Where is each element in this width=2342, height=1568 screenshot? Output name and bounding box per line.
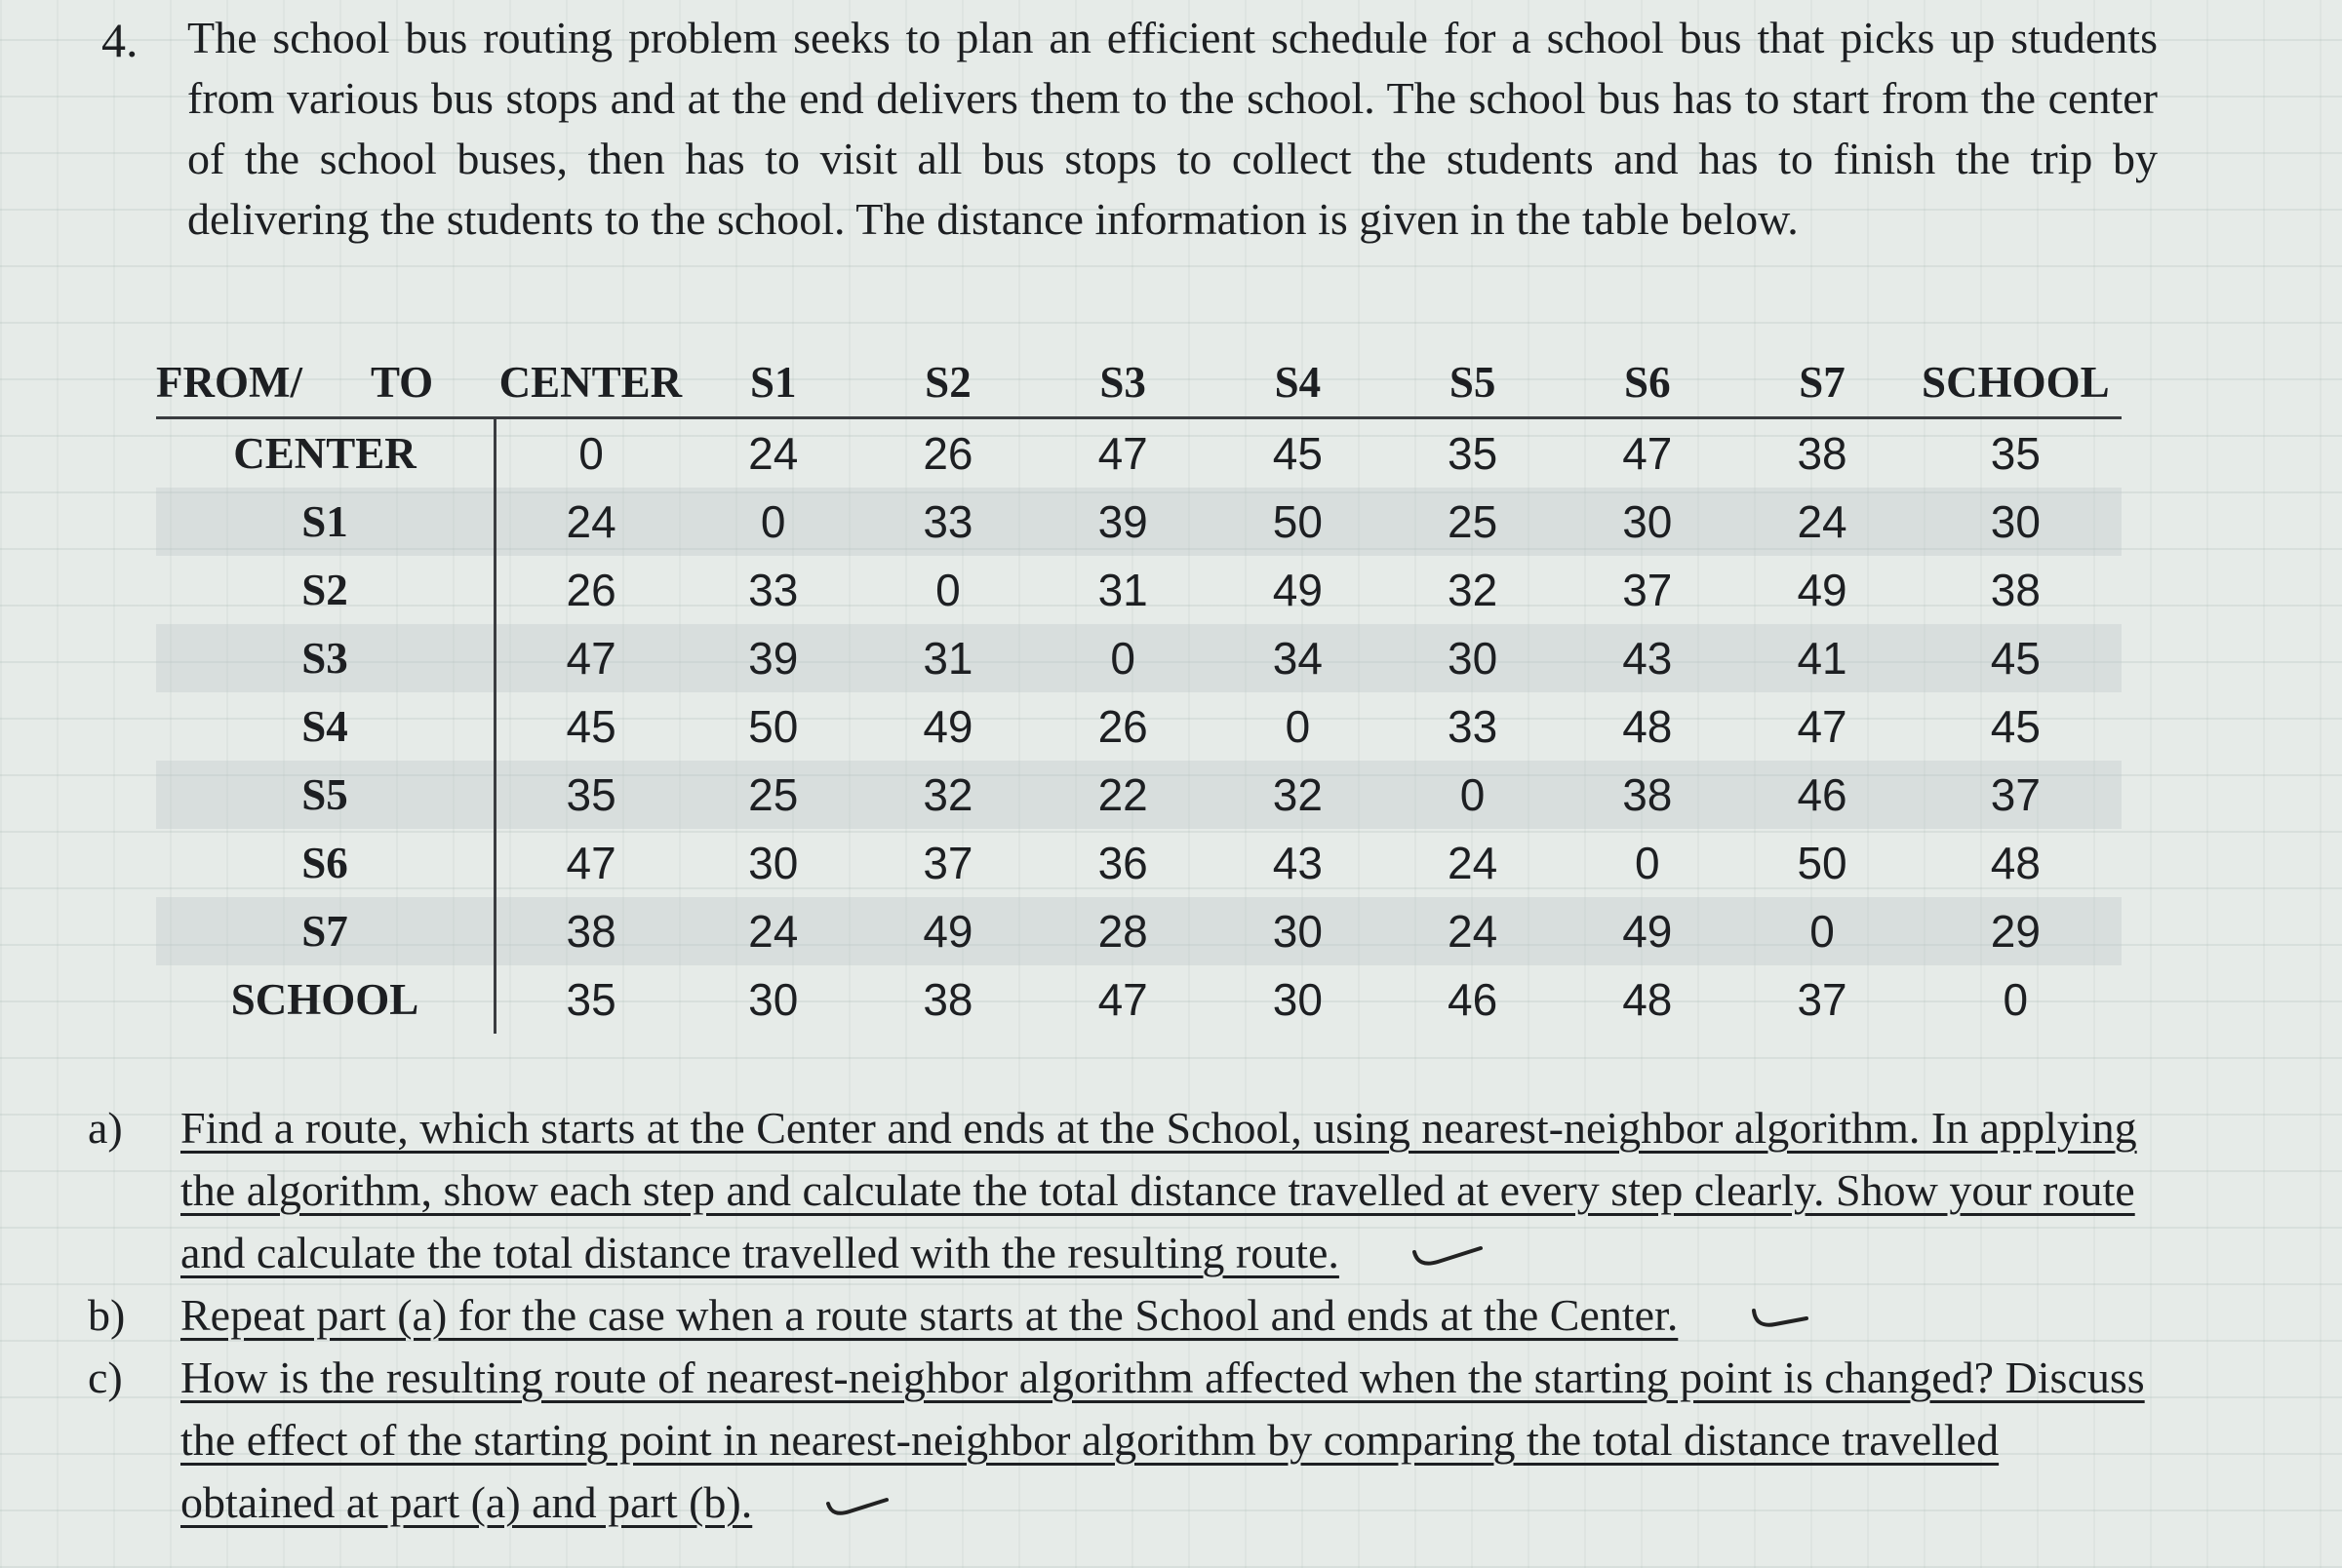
distance-cell: 39	[686, 624, 860, 692]
distance-cell: 39	[1036, 488, 1211, 556]
distance-cell: 22	[1036, 761, 1211, 829]
distance-cell: 35	[566, 974, 616, 1025]
column-header: CENTER	[496, 348, 687, 418]
distance-cell: 0	[686, 488, 860, 556]
column-header: SCHOOL	[1910, 348, 2122, 418]
distance-cell: 47	[566, 838, 616, 888]
corner-to-label: TO	[370, 358, 434, 407]
part-text: Repeat part (a) for the case when a route starts at the School and ends at the Center.	[180, 1290, 1679, 1340]
distance-cell: 33	[748, 565, 799, 615]
distance-cell: 30	[1385, 624, 1560, 692]
distance-cell: 45	[1990, 701, 2041, 752]
distance-cell: 38	[1797, 428, 1847, 479]
distance-cell: 50	[748, 701, 799, 752]
distance-cell: 37	[1622, 565, 1673, 615]
distance-cell: 45	[566, 701, 616, 752]
distance-cell: 33	[1448, 701, 1498, 752]
part-letter: b)	[88, 1290, 126, 1340]
part-text: Find a route, which starts at the Center and ends at the School, using nearest-neighbor algorithm. In applying the algorithm, show each step and calculate the total distance travelled at every step clearly. Show your route and calculate the total distance travelled with the resulting route.	[180, 1103, 2137, 1277]
distance-cell: 0	[2003, 974, 2029, 1025]
distance-cell: 35	[1448, 428, 1498, 479]
distance-cell: 38	[1560, 761, 1734, 829]
distance-cell: 30	[1910, 488, 2122, 556]
distance-cell: 30	[748, 974, 799, 1025]
handwritten-check-icon	[1409, 1242, 1487, 1272]
distance-cell: 24	[1734, 488, 1909, 556]
distance-cell: 36	[1097, 838, 1148, 888]
question-number: 4.	[101, 13, 139, 67]
distance-cell: 38	[496, 897, 687, 965]
table-row	[156, 829, 2122, 897]
distance-cell: 24	[686, 897, 860, 965]
distance-cell: 38	[1990, 565, 2041, 615]
table-row	[156, 624, 2122, 692]
column-header: S3	[1036, 348, 1211, 418]
distance-cell: 50	[1211, 488, 1385, 556]
distance-cell: 34	[1211, 624, 1385, 692]
distance-table	[156, 348, 2122, 1034]
distance-cell: 47	[1097, 974, 1148, 1025]
distance-cell: 30	[1560, 488, 1734, 556]
row-header: S6	[156, 829, 496, 897]
part-letter: c)	[88, 1352, 123, 1402]
distance-cell: 45	[1910, 624, 2122, 692]
distance-cell: 30	[1211, 897, 1385, 965]
table-row	[156, 897, 2122, 965]
distance-cell: 48	[1622, 974, 1673, 1025]
distance-cell: 47	[1097, 428, 1148, 479]
distance-cell: 47	[1622, 428, 1673, 479]
distance-cell: 26	[566, 565, 616, 615]
corner-from-label: FROM/	[156, 358, 302, 407]
distance-cell: 24	[748, 428, 799, 479]
part-letter: a)	[88, 1103, 123, 1153]
distance-cell: 45	[1272, 428, 1323, 479]
distance-cell: 31	[1097, 565, 1148, 615]
distance-cell: 0	[578, 428, 604, 479]
distance-cell: 24	[1385, 897, 1560, 965]
distance-cell: 32	[860, 761, 1035, 829]
column-header: S6	[1560, 348, 1734, 418]
distance-cell: 48	[1990, 838, 2041, 888]
distance-cell: 24	[496, 488, 687, 556]
handwritten-check-icon	[1748, 1305, 1826, 1334]
distance-cell: 37	[923, 838, 973, 888]
distance-cell: 49	[1272, 565, 1323, 615]
distance-cell: 43	[1272, 838, 1323, 888]
distance-cell: 38	[923, 974, 973, 1025]
distance-cell: 50	[1797, 838, 1847, 888]
distance-cell: 37	[1797, 974, 1847, 1025]
distance-cell: 35	[496, 761, 687, 829]
distance-cell: 32	[1211, 761, 1385, 829]
distance-cell: 24	[1448, 838, 1498, 888]
column-header: S5	[1385, 348, 1560, 418]
row-header: CENTER	[156, 418, 496, 489]
distance-cell: 0	[1036, 624, 1211, 692]
distance-cell: 43	[1560, 624, 1734, 692]
distance-cell: 26	[1097, 701, 1148, 752]
column-header: S2	[860, 348, 1035, 418]
row-header: SCHOOL	[156, 965, 496, 1034]
distance-cell: 25	[686, 761, 860, 829]
distance-cell: 49	[1797, 565, 1847, 615]
handwritten-check-icon	[822, 1492, 900, 1521]
distance-cell: 49	[923, 701, 973, 752]
distance-cell: 0	[935, 565, 961, 615]
row-header: S1	[156, 488, 496, 556]
column-header: S1	[686, 348, 860, 418]
distance-cell: 49	[860, 897, 1035, 965]
table-row	[156, 761, 2122, 829]
question-text: The school bus routing problem seeks to plan an efficient schedule for a school bus that picks up students from various bus stops and at the end delivers them to the school. The school bus has to start from the center of the school buses, then has to visit all bus stops to collect the students and has to finish the trip by delivering the students to the school. The distance information is given in the table below.	[187, 13, 2158, 244]
distance-cell: 30	[748, 838, 799, 888]
distance-cell: 47	[1797, 701, 1847, 752]
distance-cell: 46	[1448, 974, 1498, 1025]
table-row	[156, 692, 2122, 761]
row-header: S3	[156, 624, 496, 692]
distance-cell: 33	[860, 488, 1035, 556]
part-b	[78, 1284, 2146, 1347]
distance-cell: 47	[496, 624, 687, 692]
table-row	[156, 965, 2122, 1034]
distance-cell: 29	[1910, 897, 2122, 965]
column-header: S7	[1734, 348, 1909, 418]
distance-cell: 46	[1734, 761, 1909, 829]
distance-cell: 0	[1635, 838, 1660, 888]
distance-cell: 26	[923, 428, 973, 479]
distance-cell: 37	[1910, 761, 2122, 829]
distance-cell: 35	[1990, 428, 2041, 479]
distance-cell: 41	[1734, 624, 1909, 692]
row-header: S5	[156, 761, 496, 829]
row-header: S2	[156, 556, 496, 624]
part-a	[78, 1097, 2146, 1284]
table-header-row	[156, 348, 2122, 418]
distance-cell: 48	[1622, 701, 1673, 752]
row-header: S4	[156, 692, 496, 761]
column-header: S4	[1211, 348, 1385, 418]
distance-cell: 30	[1272, 974, 1323, 1025]
distance-cell: 32	[1448, 565, 1498, 615]
distance-cell: 25	[1385, 488, 1560, 556]
corner-header	[156, 348, 496, 418]
row-header: S7	[156, 897, 496, 965]
distance-cell: 31	[860, 624, 1035, 692]
distance-cell: 0	[1385, 761, 1560, 829]
table-row	[156, 556, 2122, 624]
question-parts	[78, 1097, 2146, 1534]
table-row	[156, 488, 2122, 556]
distance-cell: 49	[1560, 897, 1734, 965]
distance-cell: 28	[1036, 897, 1211, 965]
table-row	[156, 418, 2122, 489]
part-c	[78, 1347, 2146, 1534]
distance-cell: 0	[1285, 701, 1311, 752]
part-text: How is the resulting route of nearest-neighbor algorithm affected when the starting point is changed? Discuss the effect of the starting point in nearest-neighbor algorithm by comparing the total distance travelled obtained at part (a) and part (b).	[180, 1352, 2145, 1527]
distance-cell: 0	[1734, 897, 1909, 965]
